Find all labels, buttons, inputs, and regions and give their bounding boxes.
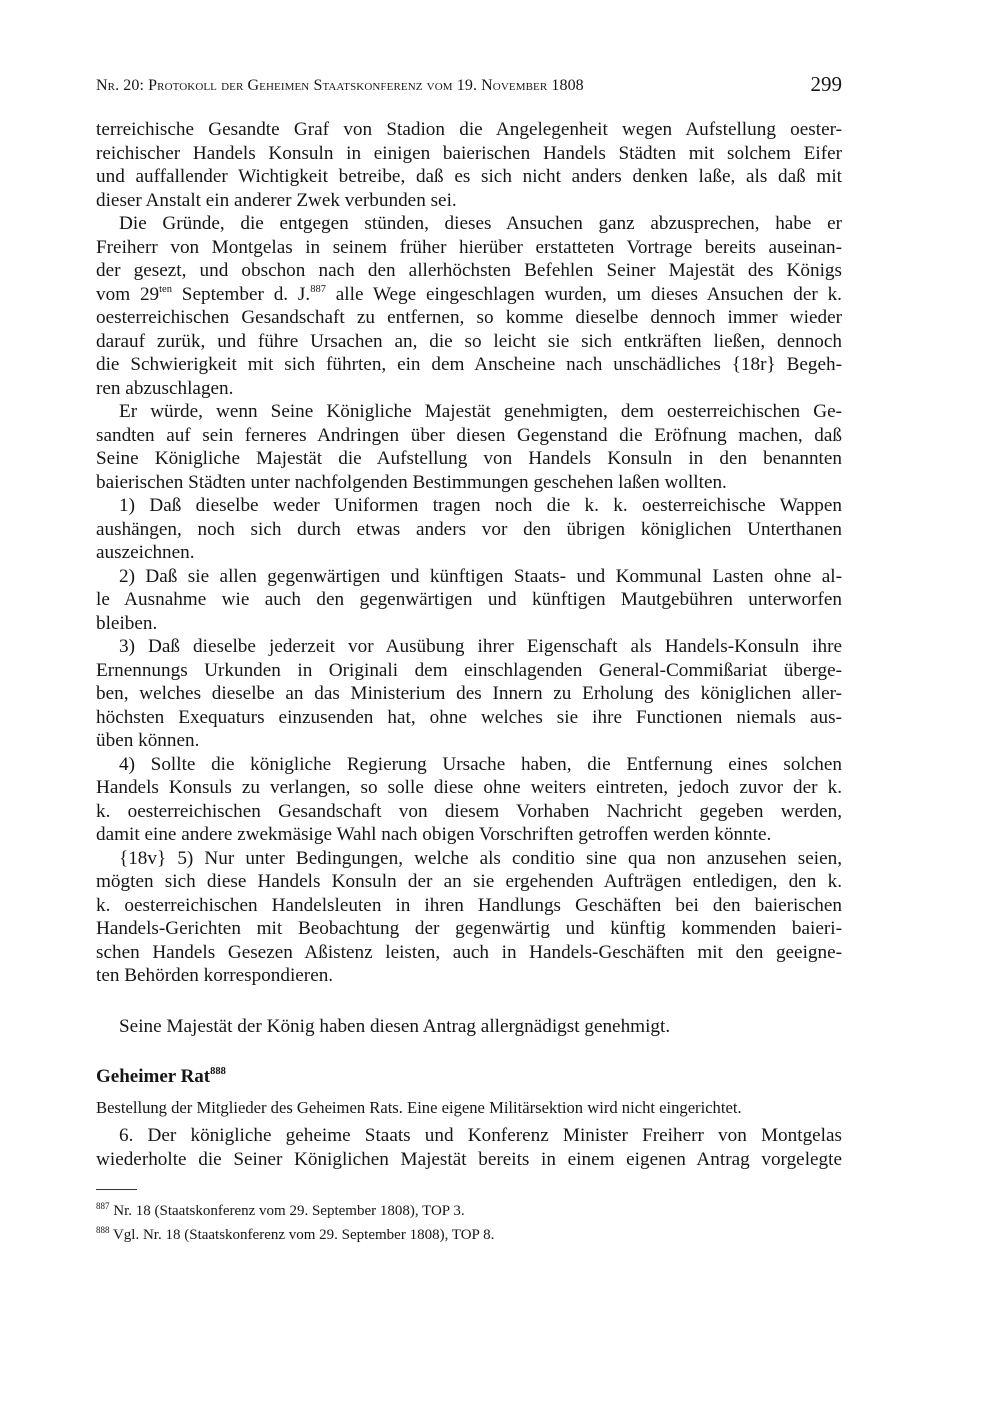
text-line: reichischer Handels Konsuln in einigen baierischen Handels Städten mit solchem Eifer	[96, 142, 842, 164]
text-line: dieser Anstalt ein anderer Zwek verbunden sei.	[96, 189, 457, 211]
text-line: mögten sich diese Handels Konsuln der an sie ergehenden Aufträgen entledigen, den k.	[96, 871, 842, 892]
paragraph	[96, 212, 842, 400]
text-line: Handels-Gerichten mit Beobachtung der gegenwärtig und künftig kommenden baieri-	[96, 918, 842, 939]
text-line: die Schwierigkeit mit sich führten, ein dem Anscheine nach unschädliches {18r} Begeh-	[96, 354, 842, 375]
text-line: sandten auf sein ferneres Andringen über diesen Gegenstand die Eröfnung machen, daß	[96, 424, 842, 446]
text-line	[96, 283, 842, 307]
paragraph	[96, 847, 842, 988]
footnote-ref[interactable]: 887	[310, 283, 326, 295]
running-title: Nr. 20: Protokoll der Geheimen Staatskonferenz vom 19. November 1808	[96, 77, 584, 94]
text-line: wiederholte die Seiner Königlichen Majestät bereits in einem eigenen Antrag vorgelegte	[96, 1148, 842, 1170]
text-line: aushängen, noch sich durch etwas anders vor den übrigen königlichen Unterthanen	[96, 518, 842, 540]
page-number: 299	[810, 72, 842, 96]
text-line: 4) Sollte die königliche Regierung Ursache haben, die Entfernung eines solchen	[119, 753, 842, 775]
main-text	[96, 118, 842, 988]
resolution-paragraph	[96, 1015, 842, 1039]
footnote-divider	[96, 1189, 137, 1190]
text-line: baierischen Städten unter nachfolgenden Bestimmungen geschehen laßen wollten.	[96, 471, 727, 493]
footnote	[96, 1199, 842, 1223]
text-line: darauf zurük, und führe Ursachen an, die so leicht sie sich entkräften ließen, dennoch	[96, 330, 842, 352]
text-line: le Ausnahme wie auch den gegenwärtigen und künftigen Mautgebühren unterworfen	[96, 589, 842, 610]
footnote-text: Vgl. Nr. 18 (Staatskonferenz vom 29. September 1808), TOP 8.	[109, 1227, 495, 1243]
text-line: und auffallender Wichtigkeit betreibe, daß es sich nicht anders denken laße, als daß mit	[96, 166, 842, 187]
section-heading-text: Geheimer Rat	[96, 1066, 211, 1087]
text-line: ben, welches dieselbe an das Ministerium des Innern zu Erholung des königlichen aller-	[96, 683, 842, 704]
text-line: oesterreichischen Gesandschaft zu entfernen, so komme dieselbe dennoch immer wieder	[96, 307, 842, 328]
paragraph	[96, 1124, 842, 1171]
text-line: {18v} 5) Nur unter Bedingungen, welche als conditio sine qua non anzusehen seien,	[119, 847, 842, 869]
section-heading	[96, 1066, 226, 1088]
text-line: Er würde, wenn Seine Königliche Majestät genehmigten, dem oesterreichischen Ge-	[119, 401, 842, 422]
text-line: ten Behörden korrespondieren.	[96, 965, 334, 986]
text-line: Die Gründe, die entgegen stünden, dieses Ansuchen ganz abzusprechen, habe er	[119, 213, 842, 234]
text-line: damit eine andere zwekmäsige Wahl nach obigen Vorschriften getroffen werden könnte.	[96, 824, 772, 845]
paragraph	[96, 753, 842, 847]
text-fragment: vom 29	[96, 283, 160, 305]
text-line: Handels Konsuls zu verlangen, so solle diese ohne weiters eintreten, jedoch zuvor der k.	[96, 777, 842, 798]
text-line: 2) Daß sie allen gegenwärtigen und künftigen Staats- und Kommunal Lasten ohne al-	[119, 565, 842, 587]
text-line: der gesezt, und obschon nach den allerhöchsten Befehlen Seiner Majestät des Königs	[96, 260, 842, 281]
paragraph	[96, 565, 842, 636]
footnotes	[96, 1199, 842, 1247]
footnote-number: 888	[96, 1225, 110, 1235]
text-line: terreichische Gesandte Graf von Stadion die Angelegenheit wegen Aufstellung oester-	[96, 119, 842, 140]
text-line: k. oesterreichischen Handelsleuten in ihren Handlungs Geschäften bei den baierischen	[96, 894, 842, 916]
text-line: auszeichnen.	[96, 542, 195, 563]
paragraph	[96, 494, 842, 565]
text-line: Freiherr von Montgelas in seinem früher hierüber erstatteten Vortrage bereits auseinan-	[96, 236, 842, 258]
text-line: Seine Königliche Majestät die Aufstellung von Handels Konsuln in den benannten	[96, 448, 842, 469]
section-summary: Bestellung der Mitglieder des Geheimen Rats. Eine eigene Militärsektion wird nicht eingerichtet.	[96, 1098, 742, 1117]
superscript: ten	[159, 283, 172, 295]
text-fragment: alle Wege eingeschlagen wurden, um dieses Ansuchen der k.	[325, 283, 842, 305]
footnote-number: 887	[96, 1201, 110, 1211]
text-line: 3) Daß dieselbe jederzeit vor Ausübung ihrer Eigenschaft als Handels-Konsuln ihre	[119, 636, 842, 657]
text-line: Ernennungs Urkunden in Originali dem einschlagenden General-Commißariat überge-	[96, 659, 842, 681]
text-line: höchsten Exequaturs einzusenden hat, ohne welches sie ihre Functionen niemals aus-	[96, 706, 842, 728]
text-line: 6. Der königliche geheime Staats und Konferenz Minister Freiherr von Montgelas	[119, 1125, 842, 1146]
footnote-ref[interactable]: 888	[210, 1066, 226, 1077]
paragraph	[96, 635, 842, 753]
text-line: bleiben.	[96, 612, 158, 634]
footnote	[96, 1223, 842, 1247]
running-head	[96, 72, 842, 102]
text-line: schen Handels Gesezen Aßistenz leisten, auch in Handels-Geschäften mit den geeigne-	[96, 941, 842, 963]
paragraph	[96, 118, 842, 212]
footnote-text: Nr. 18 (Staatskonferenz vom 29. September 1808), TOP 3.	[109, 1203, 465, 1219]
resolution-line: Seine Majestät der König haben diesen Antrag allergnädigst genehmigt.	[119, 1016, 671, 1037]
text-fragment: September d. J.	[171, 283, 311, 305]
text-line: 1) Daß dieselbe weder Uniformen tragen noch die k. k. oesterreichische Wappen	[119, 495, 842, 516]
text-line: k. oesterreichischen Gesandschaft von diesem Vorhaben Nachricht gegeben werden,	[96, 800, 842, 822]
text-line: üben können.	[96, 730, 200, 751]
paragraph	[96, 400, 842, 494]
text-line: ren abzuschlagen.	[96, 377, 234, 399]
